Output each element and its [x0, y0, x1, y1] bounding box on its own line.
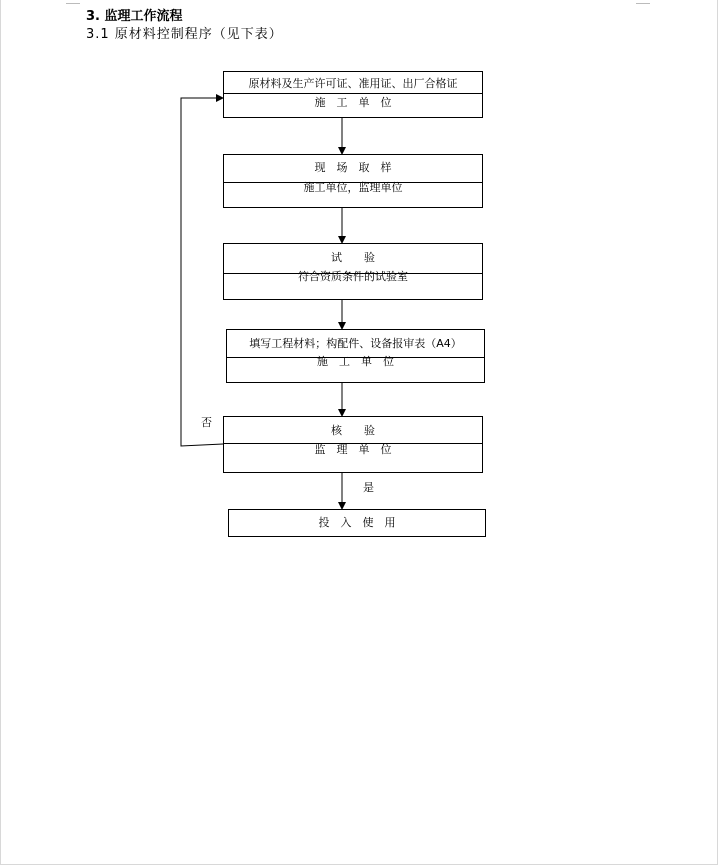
step-1-divider: [224, 93, 482, 94]
step-4-title: 填写工程材料；构配件、设备报审表（A4）: [249, 337, 462, 350]
step-6-box: [228, 509, 486, 537]
step-3-box: [223, 243, 483, 300]
step-5-box: [223, 416, 483, 473]
step-4-owner: 施 工 单 位: [317, 355, 394, 368]
step-3-title: 试 验: [331, 251, 375, 264]
step-1-title: 原材料及生产许可证、准用证、出厂合格证: [248, 77, 458, 90]
corner-mark-right: [636, 3, 650, 4]
step-5-owner: 监 理 单 位: [314, 443, 392, 456]
corner-mark-left: [66, 3, 80, 4]
step-1-owner: 施 工 单 位: [314, 96, 392, 109]
step-4-box: [226, 329, 485, 383]
step-1-box: [223, 71, 483, 118]
section-heading: 3. 监理工作流程: [86, 9, 183, 24]
branch-label-yes: 是: [353, 479, 384, 495]
branch-label-no: 否: [201, 416, 212, 429]
step-5-title: 核 验: [331, 424, 375, 437]
step-2-owner: 施工单位，监理单位: [303, 181, 403, 194]
step-2-title: 现 场 取 样: [314, 161, 392, 174]
step-2-box: [223, 154, 483, 208]
section-subheading: 3.1 原材料控制程序（见下表）: [86, 27, 283, 42]
step-3-owner: 符合资质条件的试验室: [298, 270, 408, 283]
step-6-title: 投 入 使 用: [318, 516, 396, 529]
